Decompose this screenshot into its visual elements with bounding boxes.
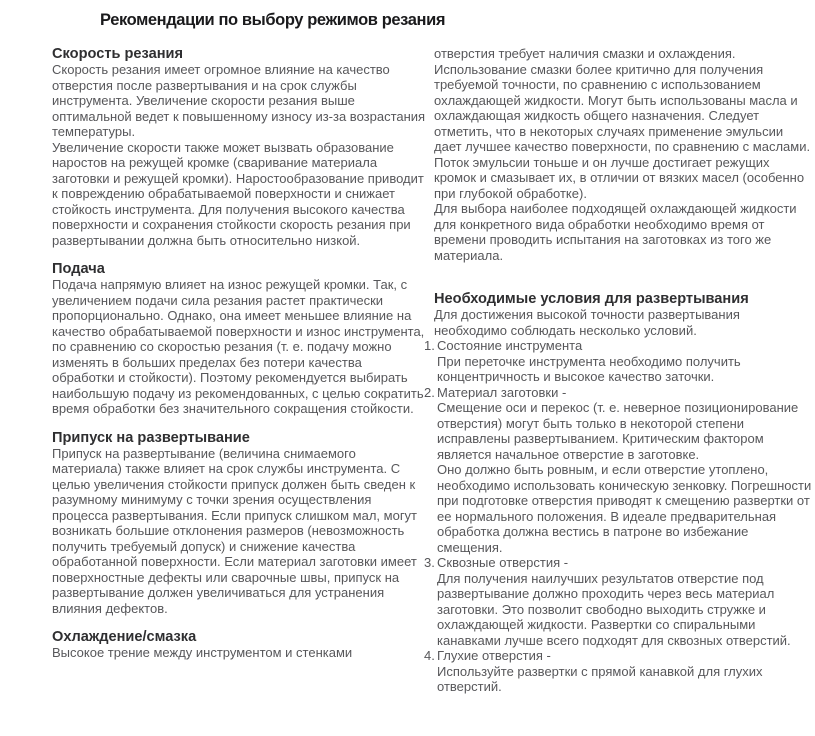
list-item-title: Сквозные отверстия - — [437, 555, 569, 570]
paragraph: При переточке инструмента необходимо получить концентричность и высокое качество заточки. — [437, 353, 741, 384]
conditions-list — [424, 338, 813, 695]
section-heading: Скорость резания — [52, 46, 184, 62]
list-item-tool-condition — [424, 338, 813, 385]
paragraph: отверстия требует наличия смазки и охлаждения. Использование смазки более критично для получения требуемой точности, по сравнению с использованием охлаждающей жидкости. Могут быть использованы масла и охлаждающая жидкость общего назначения. Следует отметить, что в некоторых случаях применение эмульсии дает лучшее качество поверхности, по сравнению с маслами. Поток эмульсии тоньше и он лучше достигает режущих кромок и смазывает их, в отличии от вязких масел (особенно при глубокой обработке). — [434, 46, 811, 201]
section-heading: Охлаждение/смазка — [52, 629, 197, 645]
list-item-number: 2. — [424, 384, 435, 400]
section-heading: Необходимые условия для развертывания — [434, 291, 749, 307]
paragraph: Скорость резания имеет огромное влияние на качество отверстия после развертывания и на срок службы инструмента. Увеличение скорости резания выше оптимальной ведет к повышенному износу из-за возрастания температуры. — [52, 62, 426, 139]
section-feed — [52, 261, 426, 417]
list-item-title: Состояние инструмента — [437, 338, 583, 353]
list-item-workpiece-material — [424, 384, 813, 556]
list-item-title: Глухие отверстия - — [437, 648, 551, 663]
list-item-through-holes — [424, 555, 813, 648]
paragraph: Для получения наилучших результатов отверстие под развертывание должно проходить через весь материал заготовки. Это позволит свободно выходить стружке и охлаждающей жидкости. Развертки со спиральными канавками лучше всего подходят для сквозных отверстий. — [437, 570, 791, 648]
page-title: Рекомендации по выбору режимов резания — [100, 11, 446, 29]
section-heading: Подача — [52, 261, 105, 277]
right-column — [424, 46, 813, 695]
paragraph: Используйте развертки с прямой канавкой для глухих отверстий. — [437, 663, 763, 694]
paragraph: Для выбора наиболее подходящей охлаждающей жидкости для конкретного вида обработки необходимо время от времени проводить испытания на заготовках из того же материала. — [434, 201, 797, 263]
section-cutting-speed — [52, 46, 426, 248]
section-reaming-conditions — [424, 291, 813, 695]
list-item-number: 4. — [424, 648, 435, 663]
section-reaming-allowance — [52, 430, 426, 617]
paragraph: Подача напрямую влияет на износ режущей кромки. Так, с увеличением подачи сила резания растет практически пропорционально. Однако, она имеет меньшее влияние на качество обрабатываемой поверхности и износ инструмента, по сравнению со скоростью резания (т. е. подачу можно изменять в больших пределах без потери качества обработки и стойкости). Поэтому рекомендуется выбирать наибольшую подачу из рекомендованных, с целью сократить время обработки без значительного сокращения стойкости. — [52, 277, 425, 416]
paragraph: Высокое трение между инструментом и стенками — [52, 645, 353, 660]
list-item-number: 1. — [424, 338, 435, 353]
section-heading: Припуск на развертывание — [52, 429, 250, 446]
paragraph: Оно должно быть ровным, и если отверстие утоплено, необходимо использовать коническую зенковку. Погрешности при подготовке отверстия приводят к смещению развертки от ее нормального положения. В идеале предварительная обработка должна вестись в патроне во избежание смещения. — [437, 462, 812, 555]
list-item-blind-holes — [424, 648, 813, 695]
paragraph: Припуск на развертывание (величина снимаемого материала) также влияет на срок службы инструмента. С целью увеличения стойкости припуск должен быть сведен к разумному минимуму с точки зрения осуществления процесса развертывания. Если припуск слишком мал, могут возникать большие отклонения размеров (невозможность получить требуемый допуск) и снижение качества обработанной поверхности. Если материал заготовки имеет поверхностные дефекты или сварочные швы, припуск на развертывание должен увеличиваться для устранения влияния дефектов. — [52, 445, 418, 616]
conditions-intro: Для достижения высокой точности развертывания необходимо соблюдать несколько условий. — [434, 307, 740, 338]
list-item-title: Материал заготовки - — [437, 384, 567, 400]
paragraph: Увеличение скорости также может вызвать образование наростов на режущей кромке (сваривание материала заготовки и режущей кромки). Наростообразование приводит к повреждению обрабатываемой поверхности и снижает стойкость инструмента. Для получения высокого качества поверхности и сохранения стойкости скорость резания при развертывании должна быть относительно низкой. — [52, 139, 424, 248]
list-item-number: 3. — [424, 555, 435, 570]
paragraph: Смещение оси и перекос (т. е. неверное позиционирование отверстия) могут быть только в некоторой степени исправлены развертыванием. Критическим фактором является начальное отверстие в заготовке. — [437, 400, 799, 462]
left-column — [52, 46, 426, 661]
section-cooling-lubrication — [52, 629, 426, 661]
cooling-lubrication-continuation — [434, 46, 813, 263]
